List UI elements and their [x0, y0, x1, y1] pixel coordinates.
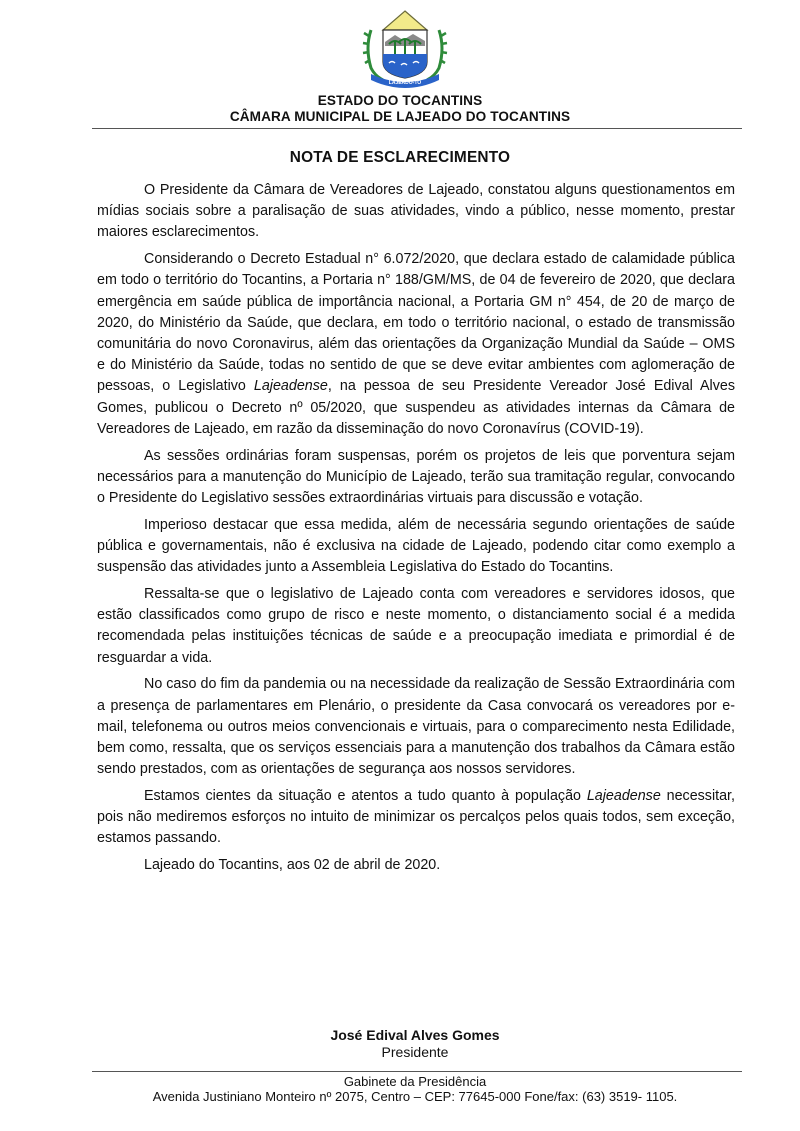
date-line: Lajeado do Tocantins, aos 02 de abril de 2020. — [144, 857, 441, 874]
header-state-name: ESTADO DO TOCANTINS — [317, 93, 483, 108]
paragraph-text: O Presidente da Câmara de Vereadores de Lajeado, constatou alguns questionamentos em mídias sociais sobre a paralisação de suas atividades, vindo a público, nesse momento, prestar maiores esclarecimentos. — [97, 182, 735, 241]
municipal-crest-logo — [361, 8, 449, 88]
body-paragraph — [97, 584, 735, 669]
paragraph-text: No caso do fim da pandemia ou na necessidade da realização de Sessão Extraordinária com a presença de parlamentares em Plenário, o presidente da Casa convocará os vereadores por e-mail, telefonema ou outros meios convencionais e virtuais, para o comparecimento nesta Edilidade, bem como, ressalta, que os serviços essenciais para a manutenção dos trabalhos da Câmara estão sendo prestados, com as orientações de segurança aos nossos servidores. — [97, 676, 735, 778]
body-paragraph — [97, 786, 735, 850]
body-paragraph — [97, 674, 735, 780]
paragraph-text: Imperioso destacar que essa medida, além de necessária segundo orientações de saúde pública e governamentais, não é exclusiva na cidade de Lajeado, podendo citar como exemplo a suspensão das atividades junto a Assembleia Legislativa do Estado do Tocantins. — [97, 516, 735, 576]
signatory-role: Presidente — [381, 1044, 449, 1060]
paragraph-text: Considerando o Decreto Estadual n° 6.072/2020, que declara estado de calamidade pública em todo o território do Tocantins, a Portaria n° 188/GM/MS, de 04 de fevereiro de 2020, que declara emergência em saúde pública de importância nacional, a Portaria GM n° 454, de 20 de março de 2020, do Ministério da Saúde, que declara, em todo o território nacional, o estado de transmissão comunitária do novo Coronavirus, além das orientações da Organização Mundial da Saúde – OMS e do Ministério da Saúde, todas no sentido de que se deve evitar ambientes com aglomeração de pessoas, o Legislativo — [97, 251, 735, 395]
footer-divider — [92, 1071, 742, 1072]
body-paragraph — [97, 515, 735, 579]
header-chamber-name: CÂMARA MUNICIPAL DE LAJEADO DO TOCANTINS — [229, 109, 571, 124]
signatory-name: José Edival Alves Gomes — [330, 1027, 500, 1043]
crest-ribbon-text: LAJEADO-TO — [388, 80, 422, 86]
document-title: NOTA DE ESCLARECIMENTO — [289, 149, 511, 166]
footer-address: Avenida Justiniano Monteiro nº 2075, Centro – CEP: 77645-000 Fone/fax: (63) 3519- 1105. — [152, 1089, 678, 1104]
paragraph-emphasis: Lajeadense — [586, 788, 661, 805]
paragraph-text: As sessões ordinárias foram suspensas, porém os projetos de leis que porventura sejam necessários para a manutenção do Município de Lajeado, terão sua tramitação regular, convocando o Presidente do Legislativo sessões extraordinárias virtuais para discussão e votação. — [97, 447, 735, 507]
footer-office: Gabinete da Presidência — [343, 1074, 487, 1089]
document-body — [97, 180, 735, 882]
paragraph-text: Ressalta-se que o legislativo de Lajeado conta com vereadores e servidores idosos, que estão classificados como grupo de risco e neste momento, o distanciamento social é a medida recomendada pelas instituições técnicas de saúde e a preocupação imediata e primordial é de resguardar a vida. — [97, 586, 735, 666]
body-paragraph — [97, 446, 735, 510]
body-paragraph — [97, 249, 735, 440]
paragraph-text: , na pessoa de seu Presidente Vereador José Edival Alves Gomes, publicou o Decreto nº 05/2020, que suspendeu as atividades internas da Câmara de Vereadores de Lajeado, em razão da disseminação do novo Coronavírus (COVID-19). — [97, 378, 735, 437]
paragraph-emphasis: Lajeadense — [253, 378, 328, 395]
body-paragraph — [97, 180, 735, 244]
header-divider — [92, 128, 742, 129]
paragraph-text: Estamos cientes da situação e atentos a tudo quanto à população — [144, 788, 587, 805]
paragraph-text: necessitar, pois não mediremos esforços no intuito de minimizar os percalços pelos quais todos, sem exceção, estamos passando. — [97, 788, 735, 847]
